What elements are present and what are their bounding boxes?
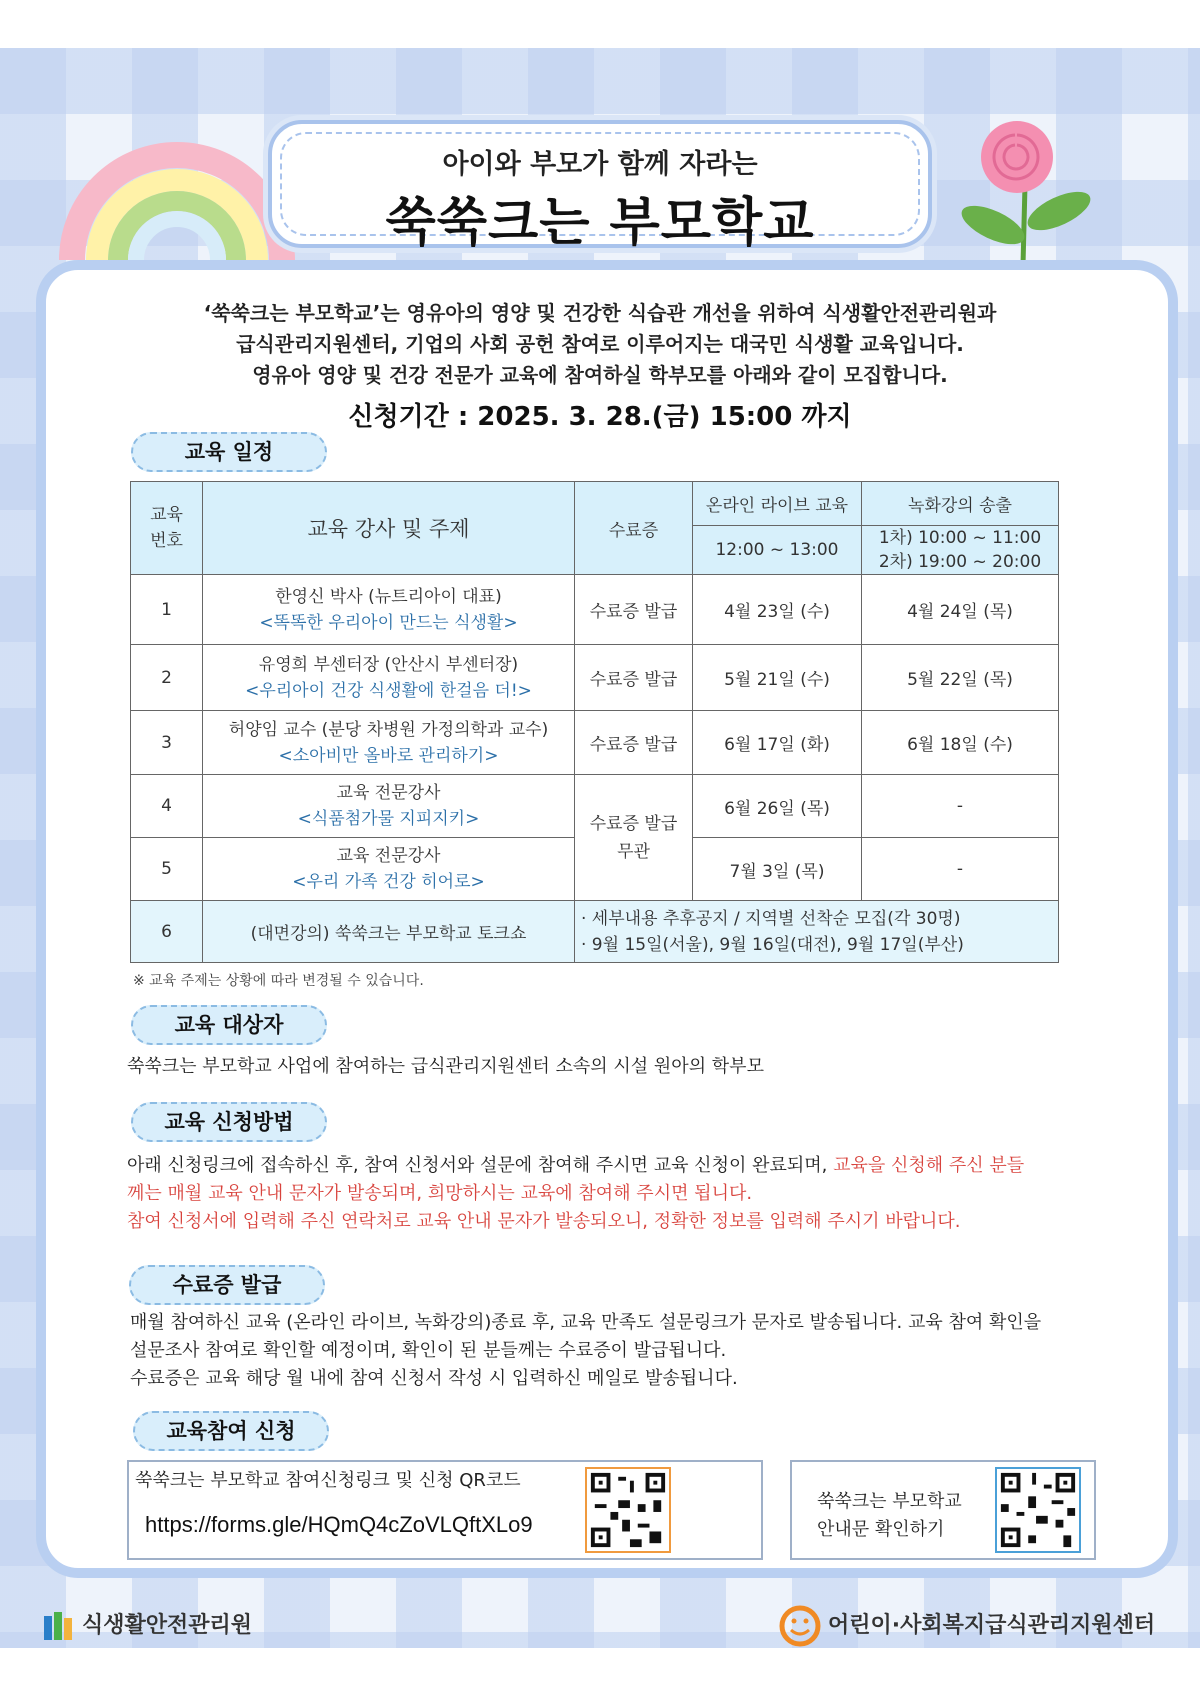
- certificate-text-2: 설문조사 참여로 확인할 예정이며, 확인이 된 분들께는 수료증이 발급됩니다.: [130, 1340, 727, 1361]
- header-online-time: 12:00 ~ 13:00: [693, 526, 862, 575]
- row-online: 4월 23일 (수): [693, 575, 862, 645]
- poster-title: 쑥쑥크는 부모학교: [385, 193, 815, 253]
- section-certificate: 수료증 발급: [129, 1265, 325, 1305]
- replay-time-1: 1차) 10:00 ~ 11:00: [878, 528, 1042, 548]
- row-online: 5월 21일 (수): [693, 645, 862, 711]
- schedule-table: [130, 481, 1059, 963]
- row-no: 3: [131, 711, 203, 775]
- topic: <똑똑한 우리아이 만드는 식생활>: [259, 612, 518, 633]
- certificate-text-1: 매월 참여하신 교육 (온라인 라이브, 녹화강의)종료 후, 교육 만족도 설문링크가 문자로 발송됩니다. 교육 참여 확인을: [130, 1312, 1042, 1333]
- table-row: [131, 775, 1059, 838]
- talkshow-info-1: · 세부내용 추후공지 / 지역별 선착순 모집(각 30명): [581, 908, 961, 929]
- row-replay: 6월 18일 (수): [862, 711, 1059, 775]
- topic: <식품첨가물 지피지키>: [297, 809, 480, 829]
- lecturer: 교육 전문강사: [336, 783, 441, 803]
- topic: <소아비만 올바로 관리하기>: [278, 745, 499, 766]
- row-no: 2: [131, 645, 203, 711]
- method-text-1-red: 교육을 신청해 주신 분들: [833, 1155, 1025, 1176]
- row-online: 6월 17일 (화): [693, 711, 862, 775]
- row-replay: 5월 22일 (목): [862, 645, 1059, 711]
- table-row: [131, 711, 1059, 775]
- talkshow-info-2: · 9월 15일(서울), 9월 16일(대전), 9월 17일(부산): [581, 934, 964, 955]
- row-no: 4: [131, 775, 203, 838]
- lecturer: 한영신 박사 (뉴트리아이 대표): [275, 586, 502, 607]
- certificate-text-3: 수료증은 교육 해당 월 내에 참여 신청서 작성 시 입력하신 메일로 발송됩니다.: [130, 1368, 738, 1389]
- method-text-3: 참여 신청서에 입력해 주신 연락처로 교육 안내 문자가 발송되오니, 정확한 정보를 입력해 주시기 바랍니다.: [127, 1211, 961, 1232]
- apply-label: 쑥쑥크는 부모학교 참여신청링크 및 신청 QR코드: [135, 1470, 521, 1491]
- application-deadline: 신청기간 : 2025. 3. 28.(금) 15:00 까지: [348, 402, 852, 432]
- lecturer: 교육 전문강사: [336, 846, 441, 866]
- lecturer: 허양임 교수 (분당 차병원 가정의학과 교수): [228, 719, 549, 740]
- row-replay: -: [862, 838, 1059, 901]
- row-replay: 4월 24일 (목): [862, 575, 1059, 645]
- section-apply: 교육참여 신청: [133, 1411, 329, 1451]
- row-no: 1: [131, 575, 203, 645]
- title-banner: [268, 120, 932, 253]
- row-no: 6: [131, 901, 203, 963]
- lecturer: 유영희 부센터장 (안산시 부센터장): [258, 654, 519, 675]
- row-cert: 수료증 발급 무관: [575, 775, 693, 901]
- guide-qr-code-icon[interactable]: [995, 1467, 1081, 1553]
- poster-subtitle: 아이와 부모가 함께 자라는: [442, 149, 758, 180]
- footer-org-left: 식생활안전관리원: [82, 1613, 253, 1638]
- footer-org-right: 어린이·사회복지급식관리지원센터: [828, 1613, 1156, 1638]
- header-replay: 녹화강의 송출: [862, 482, 1059, 526]
- center-logo-icon: [778, 1604, 822, 1648]
- header-cert: 수료증: [575, 482, 693, 575]
- guide-line-1: 쑥쑥크는 부모학교: [817, 1491, 962, 1512]
- section-target: 교육 대상자: [131, 1005, 327, 1045]
- intro-line-1: ‘쑥쑥크는 부모학교’는 영유아의 영양 및 건강한 식습관 개선을 위하여 식생활안전관리원과: [203, 301, 997, 325]
- topic: <우리아이 건강 식생활에 한걸음 더!>: [245, 680, 532, 701]
- header-topic: 교육 강사 및 주제: [203, 482, 575, 575]
- header-replay-time: [862, 526, 1059, 575]
- section-method: 교육 신청방법: [131, 1102, 327, 1142]
- method-text-2: 께는 매월 교육 안내 문자가 발송되며, 희망하시는 교육에 참여해 주시면 됩니다.: [127, 1183, 753, 1204]
- header-no: 교육 번호: [131, 482, 203, 575]
- intro-line-3: 영유아 영양 및 건강 전문가 교육에 참여하실 학부모를 아래와 같이 모집합니다.: [252, 363, 948, 387]
- row-topic: [203, 775, 575, 838]
- table-row: [131, 575, 1059, 645]
- intro-line-2: 급식관리지원센터, 기업의 사회 공헌 참여로 이루어지는 대국민 식생활 교육입니다.: [236, 332, 964, 356]
- footer: [0, 1604, 1200, 1648]
- topic: <우리 가족 건강 히어로>: [292, 872, 485, 892]
- method-text-1: 아래 신청링크에 접속하신 후, 참여 신청서와 설문에 참여해 주시면 교육 신청이 완료되며,: [127, 1155, 834, 1176]
- row-online: 6월 26일 (목): [693, 775, 862, 838]
- certificate-text: [130, 1309, 1090, 1393]
- method-text: [127, 1152, 1087, 1236]
- row-cert: 수료증 발급: [575, 575, 693, 645]
- table-row: [131, 645, 1059, 711]
- row-cert: 수료증 발급: [575, 645, 693, 711]
- row-replay: -: [862, 775, 1059, 838]
- replay-time-2: 2차) 19:00 ~ 20:00: [878, 552, 1042, 572]
- rose-icon: [955, 115, 1095, 265]
- target-text: 쑥쑥크는 부모학교 사업에 참여하는 급식관리지원센터 소속의 시설 원아의 학부모: [127, 1056, 764, 1077]
- row-topic: [203, 575, 575, 645]
- row-topic: [203, 645, 575, 711]
- apply-url-link[interactable]: https://forms.gle/HQmQ4cZoVLQftXLo9: [145, 1512, 533, 1537]
- schedule-note: ※ 교육 주제는 상황에 따라 변경될 수 있습니다.: [133, 973, 424, 989]
- row-online: 7월 3일 (목): [693, 838, 862, 901]
- apply-qr-code-icon[interactable]: [585, 1467, 671, 1553]
- header-online: 온라인 라이브 교육: [693, 482, 862, 526]
- row-topic: [203, 838, 575, 901]
- row-topic: (대면강의) 쑥쑥크는 부모학교 토크쇼: [203, 901, 575, 963]
- section-schedule: 교육 일정: [131, 432, 327, 472]
- org-logo-icon: [44, 1612, 74, 1640]
- row-no: 5: [131, 838, 203, 901]
- guide-line-2: 안내문 확인하기: [817, 1519, 945, 1540]
- talkshow-info: [575, 901, 1059, 963]
- row-topic: [203, 711, 575, 775]
- table-row: [131, 901, 1059, 963]
- row-cert: 수료증 발급: [575, 711, 693, 775]
